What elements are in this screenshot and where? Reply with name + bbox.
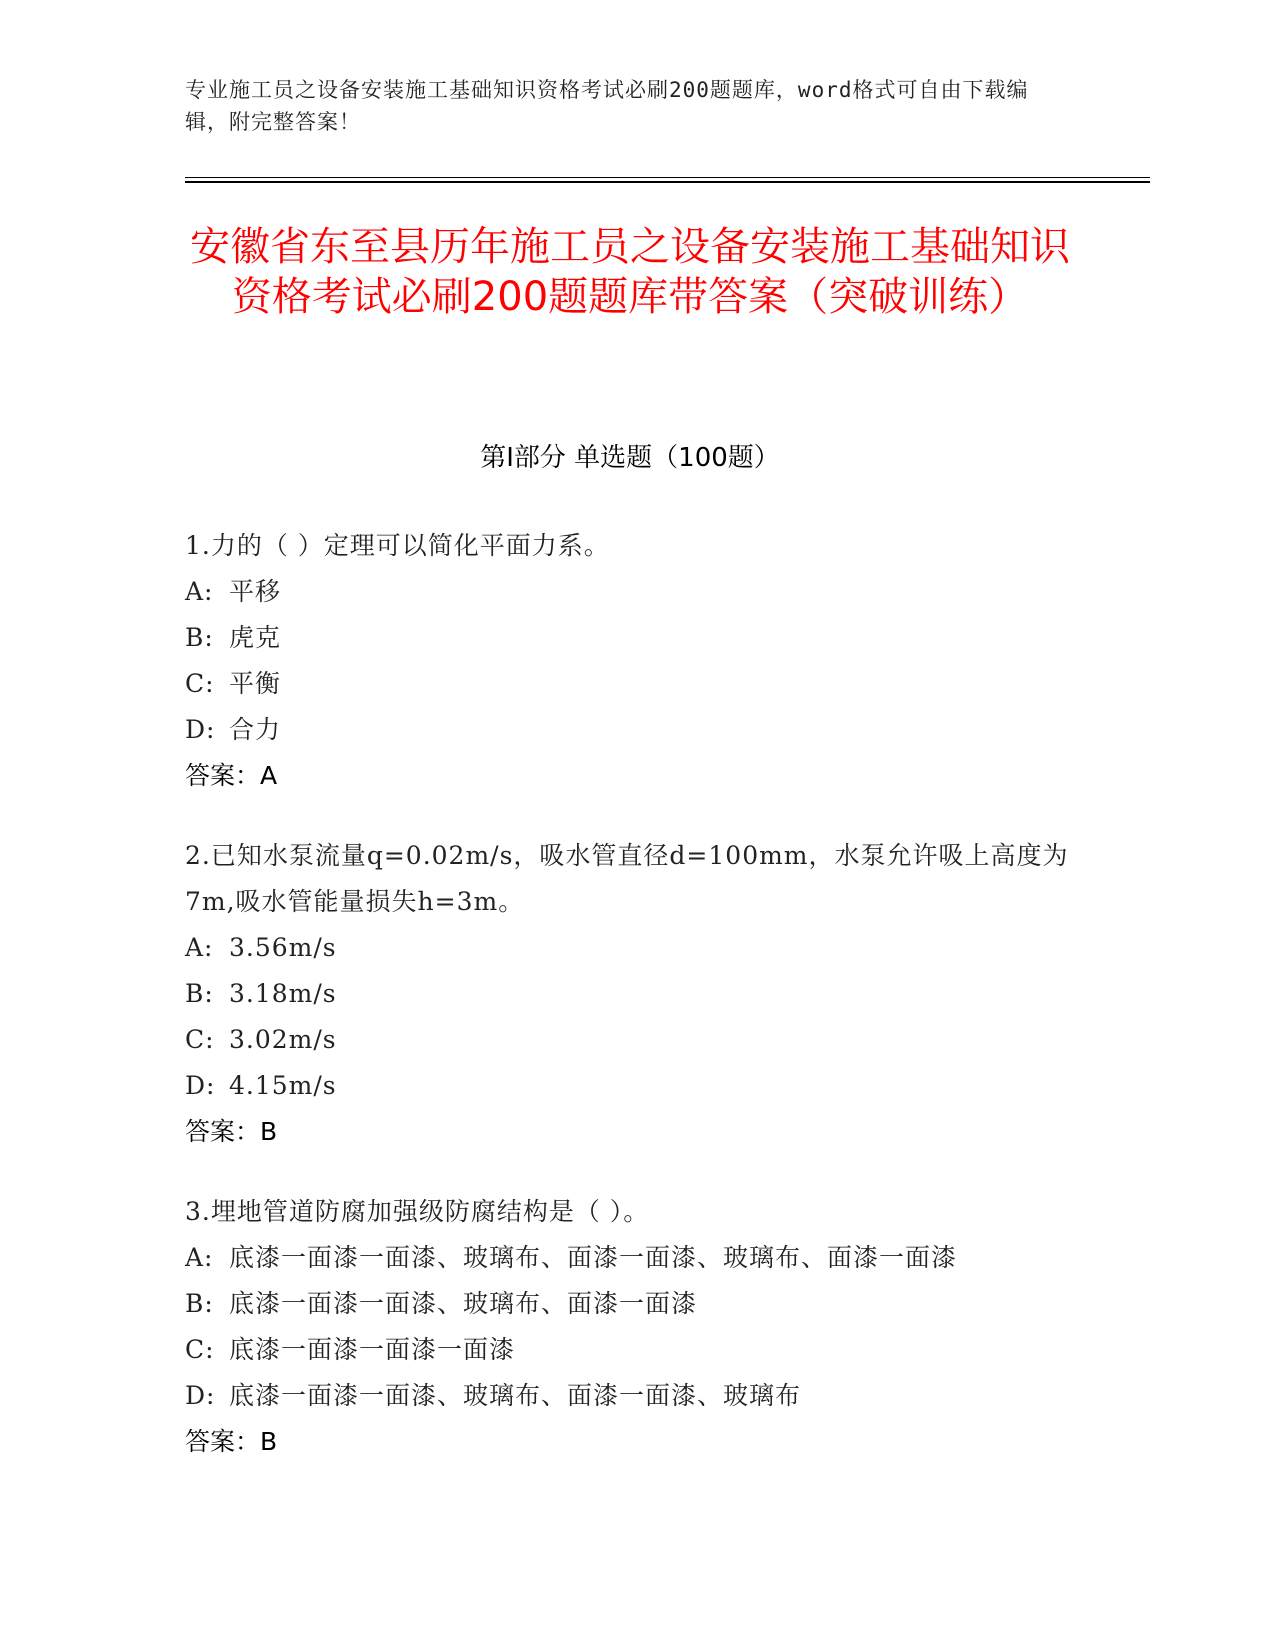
option-b — [185, 615, 1085, 661]
question-2 — [185, 833, 1085, 1155]
option-text: 底漆一面漆一面漆一面漆 — [229, 1335, 516, 1364]
option-letter: D: — [185, 715, 216, 744]
section-title: 第I部分 单选题（100题） — [480, 443, 780, 473]
option-text: 4.15m/s — [229, 1071, 337, 1100]
option-letter: D: — [185, 1381, 216, 1410]
option-c — [185, 1017, 1085, 1063]
option-letter: A: — [185, 577, 214, 606]
option-text: 底漆一面漆一面漆、玻璃布、面漆一面漆、玻璃布、面漆一面漆 — [229, 1243, 958, 1272]
answer: 答案：B — [185, 1117, 278, 1146]
option-text: 合力 — [229, 715, 282, 744]
option-d — [185, 1063, 1085, 1109]
question-list — [185, 523, 1085, 1499]
option-text: 底漆一面漆一面漆、玻璃布、面漆一面漆 — [229, 1289, 698, 1318]
question-3 — [185, 1189, 1085, 1465]
option-text: 平移 — [229, 577, 282, 606]
option-a — [185, 569, 1085, 615]
question-text: 3.埋地管道防腐加强级防腐结构是（ ）。 — [185, 1197, 650, 1226]
document-title: 安徽省东至县历年施工员之设备安装施工基础知识资格考试必刷200题题库带答案（突破训练） — [190, 224, 1070, 320]
question-text: 2.已知水泵流量q=0.02m/s，吸水管直径d=100mm，水泵允许吸上高度为7m,吸水管能量损失h=3m。 — [185, 841, 1069, 916]
option-letter: C: — [185, 1025, 215, 1054]
option-text: 3.02m/s — [229, 1025, 337, 1054]
option-letter: B: — [185, 1289, 214, 1318]
question-text: 1.力的（ ）定理可以简化平面力系。 — [185, 531, 610, 560]
header-divider-thick — [185, 181, 1150, 183]
option-b — [185, 1281, 1085, 1327]
option-letter: B: — [185, 979, 214, 1008]
option-b — [185, 971, 1085, 1017]
option-text: 底漆一面漆一面漆、玻璃布、面漆一面漆、玻璃布 — [229, 1381, 802, 1410]
header-note: 专业施工员之设备安装施工基础知识资格考试必刷200题题库，word格式可自由下载编辑，附完整答案！ — [185, 78, 1029, 134]
option-letter: B: — [185, 623, 214, 652]
option-a — [185, 1235, 1085, 1281]
option-text: 3.56m/s — [229, 933, 337, 962]
option-letter: C: — [185, 1335, 215, 1364]
option-text: 3.18m/s — [229, 979, 337, 1008]
option-c — [185, 1327, 1085, 1373]
option-d — [185, 1373, 1085, 1419]
option-letter: C: — [185, 669, 215, 698]
option-a — [185, 925, 1085, 971]
option-letter: A: — [185, 1243, 214, 1272]
answer: 答案：B — [185, 1427, 278, 1456]
question-1 — [185, 523, 1085, 799]
option-text: 虎克 — [229, 623, 282, 652]
option-c — [185, 661, 1085, 707]
option-letter: A: — [185, 933, 214, 962]
option-d — [185, 707, 1085, 753]
answer: 答案：A — [185, 761, 278, 790]
option-letter: D: — [185, 1071, 216, 1100]
header-divider-thin — [185, 177, 1150, 178]
option-text: 平衡 — [229, 669, 282, 698]
